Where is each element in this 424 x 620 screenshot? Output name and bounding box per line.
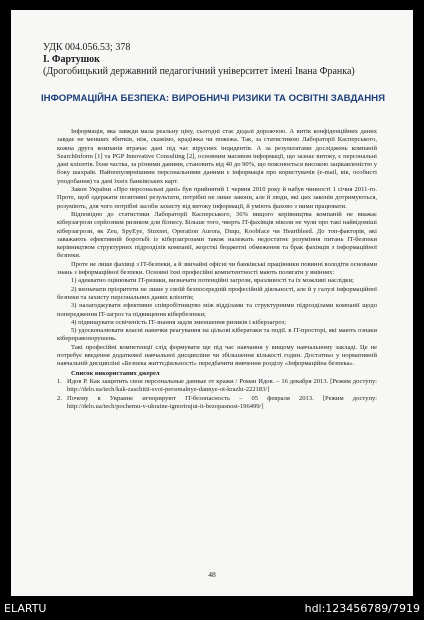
document-page: [11, 10, 413, 596]
paragraph: Інформація, яка завжди мала реальну ціну, сьогодні стає дедалі дорожчою. А витік конфіденційних даних завдає не менших збитків, ніж, скажімо, крадіжка чи пожежа. Так, за статистикою Лабораторії Касперського, кожна друга компанія втрачає дані під час вірусних інцидентів. А за результатами досліджень компаній SearchInform [1] та PGP Innovative Consulting [2], основним масивом інформації, що зазнає витоку, є персональні дані клієнтів. Їхня частка, за різними даними, становить від 40 до 90%, що пояснюється високою зацікавленістю у боку шахраїв. Найпопулярнішими персональними даними є інформація про користувачів (e-mail, вік, особисті уподобання) та дані їхніх банківських карт.: [57, 128, 377, 185]
paragraph: Такі професійні компетенції слід формувати ще під час навчання у вищому навчальному закладі. Це не потребує введення додаткової навчальної дисципліни чи збільшення кількості годин. Достатньо у нормативній навчальній дисципліні «Безпека життєдіяльності» передбачити вивчення розділу «Інформаційна безпека».: [57, 343, 377, 368]
author-name: І. Фартушок: [43, 54, 100, 65]
list-item: 1) адекватно оцінювати IT-ризики, визначати потенційні загрози, вразливості та їх можливі наслідки;: [71, 277, 354, 285]
article-title: ІНФОРМАЦІЙНА БЕЗПЕКА: ВИРОБНИЧІ РИЗИКИ ТА ОСВІТНІ ЗАВДАННЯ: [41, 93, 385, 104]
reference-number: 2.: [57, 394, 62, 402]
article-body: [57, 128, 377, 411]
page-number: 48: [208, 570, 216, 579]
reference-number: 1.: [57, 377, 62, 385]
reference-item: [57, 395, 377, 412]
list-item: 5) удосконалювати власні навички реагування на цільові кібератаки та події. в IT-просторі, які мають ознаки кіберправопорушень.: [57, 327, 377, 343]
list-item: 4) підвищувати освіченість IT-знання задля зменшення ризиків і кіберзагроз;: [71, 318, 287, 326]
list-item: 2) визначати пріоритети не лише у своїй безпосередній професійній діяльності, але й у галузі інформаційної безпеки та захисту персональних даних клієнтів;: [57, 285, 377, 301]
repository-name: ELARTU: [4, 602, 47, 615]
reference-item: [57, 378, 377, 395]
udc-code: УДК 004.056.53; 378: [43, 42, 131, 53]
author-affiliation: (Дрогобицький державний педагогічний університет імені Івана Франка): [43, 66, 355, 77]
reference-text: Почему в Украине игнорируют IT-безопасность – 05 февраля 2013. [Режим доступу: http://delo.ua/tech/pochemu-v-ukraine-ignorirujut-it-bezopasnost-196499/]: [67, 394, 377, 410]
reference-text: Идов Р. Как защитить свои персональные данные от кражи / Роман Идов. – 16 декабря 2013. [Режим доступу: http://delo.ua/tech/kak-zaschitit-svoi-personalnye-dannye-ot-krazhi-222183/]: [67, 377, 377, 394]
paragraph: Відповідно до статистики Лабораторії Касперського, 36% вищого керівництва компаній не вважає кіберзагрози серйозним ризиком для бізнесу. Більше того, чверть IT-фахівців ніколи не чули про такі найвідоміші кіберзагрози, як Zeu, SpyEye, Stuxnet, Operation Aurora, Duqu, Koobface чи Heartbleed. До топ-факторів, які заважають ефективній боротьбі із кіберзагрозами також належать недостатнє розуміння питань IT-безпеки керівництвом структурних підрозділів компанії, жорсткі бюджетні обмеження та брак фахівців з інформаційної безпеки.: [57, 210, 377, 260]
references-heading: Список використаних джерел: [71, 369, 160, 377]
paragraph: Закон України «Про персональні дані» був прийнятий 1 червня 2010 року й набув чинності 1 січня 2011-го. Проте, щоб одержати позитивні результати, потрібні не лише закони, але й люди, які цих законів дотримуються, розуміють, для чого потрібні засоби захисту від витоку інформації, й уміють фахово з ними працювати.: [57, 186, 377, 210]
paragraph: Проте не лише фахівці з IT-безпеки, а й звичайні офісні чи банківські працівники повинні володіти основами знань з інформаційної безпеки. Основні їхні професійні компетентності мають полягати у вміннях:: [57, 260, 377, 277]
repository-footer: [0, 598, 424, 620]
handle-id: hdl:123456789/7919: [304, 602, 420, 615]
list-item: 3) налагоджувати ефективне співробітництво між відділами та структурними підрозділами компанії щодо попередження IT-загроз та підвищення кібербезпеки;: [57, 302, 377, 318]
